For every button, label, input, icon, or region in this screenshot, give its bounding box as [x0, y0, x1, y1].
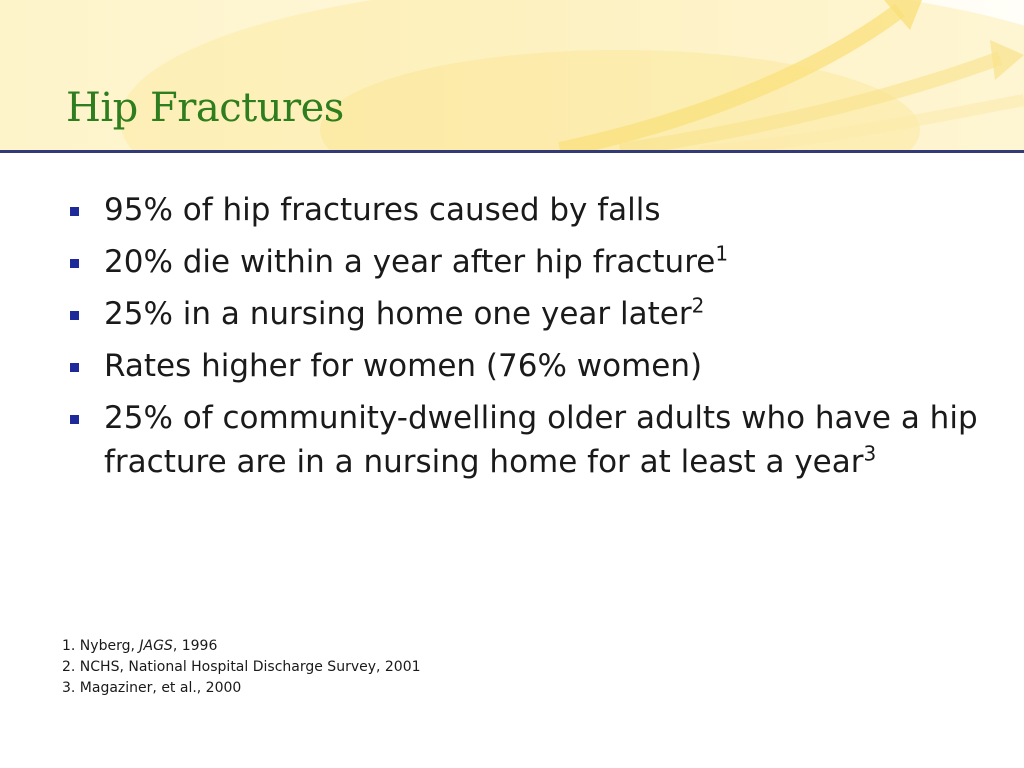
bullet-item: [66, 396, 986, 484]
bullet-text: 20% die within a year after hip fracture: [104, 244, 716, 280]
bullet-item: [66, 344, 986, 388]
reference-item: [62, 657, 421, 678]
bullet-item: [66, 240, 986, 284]
reference-text: 2. NCHS, National Hospital Discharge Survey, 2001: [62, 659, 421, 675]
reference-text: 1. Nyberg,: [62, 638, 140, 654]
square-bullet-icon: [70, 259, 79, 268]
footnote-marker: 1: [715, 241, 729, 266]
title-divider: [0, 150, 1024, 153]
bullet-text: 25% of community-dwelling older adults who have a hip fracture are in a nursing home for at least a year: [104, 400, 978, 480]
reference-text: , 1996: [172, 638, 218, 654]
slide-title: Hip Fractures: [66, 85, 344, 131]
references: [62, 636, 421, 699]
bullet-text: 25% in a nursing home one year later: [104, 296, 692, 332]
reference-item: [62, 678, 421, 699]
square-bullet-icon: [70, 415, 79, 424]
reference-text: 3. Magaziner, et al., 2000: [62, 680, 242, 696]
footnote-marker: 3: [863, 441, 877, 466]
journal-name: JAGS: [139, 638, 173, 654]
bullet-item: [66, 188, 986, 232]
bullet-item: [66, 292, 986, 336]
square-bullet-icon: [70, 363, 79, 372]
square-bullet-icon: [70, 207, 79, 216]
footnote-marker: 2: [691, 293, 705, 318]
bullet-list: [66, 188, 986, 492]
bullet-text: Rates higher for women (76% women): [104, 348, 703, 384]
bullet-text: 95% of hip fractures caused by falls: [104, 192, 661, 228]
square-bullet-icon: [70, 311, 79, 320]
reference-item: [62, 636, 421, 657]
